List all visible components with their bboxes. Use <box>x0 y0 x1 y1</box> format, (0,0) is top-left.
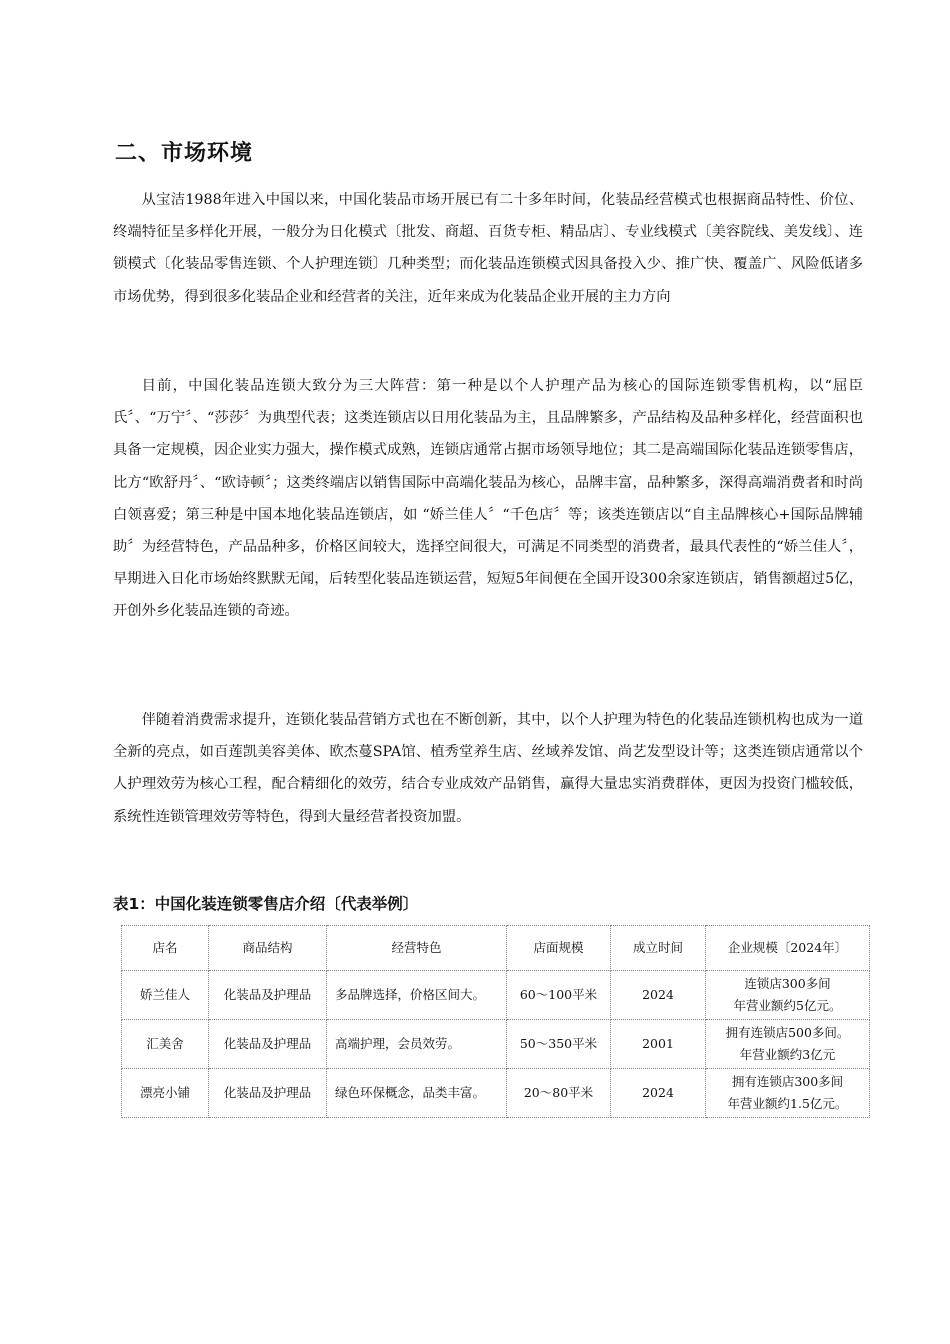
section-heading: 二、市场环境 <box>115 141 254 166</box>
table-caption: 表1：中国化装连锁零售店介绍〔代表举例〕 <box>113 895 419 913</box>
scale-line: 年营业额约5亿元。 <box>733 998 842 1013</box>
cell-store-name: 汇美舍 <box>122 1020 209 1069</box>
cell-store-size: 50～350平米 <box>507 1020 611 1069</box>
cell-product-structure: 化装品及护理品 <box>209 971 327 1020</box>
cell-store-size: 20～80平米 <box>507 1069 611 1118</box>
cell-store-name: 漂亮小铺 <box>122 1069 209 1118</box>
cell-feature: 高端护理，会员效劳。 <box>327 1020 507 1069</box>
table-row <box>122 1069 870 1118</box>
paragraph-history: 从宝洁1988年进入中国以来，中国化装品市场开展已有二十多年时间，化装品经营模式也根据商品特性、价位、终端特征呈多样化开展，一般分为日化模式〔批发、商超、百货专柜、精品店〕、专业线模式〔美容院线、美发线〕、连锁模式〔化装品零售连锁、个人护理连锁〕几种类型；而化装品连锁模式因具备投入少、推广快、覆盖广、风险低诸多市场优势，得到很多化装品企业和经营者的关注，近年来成为化装品企业开展的主力方向 <box>113 192 863 305</box>
scale-line: 连锁店300多间 <box>744 976 831 991</box>
table-header-row <box>122 926 870 971</box>
scale-line: 拥有连锁店300多间 <box>731 1074 844 1089</box>
paragraph-camps: 目前，中国化装品连锁大致分为三大阵营：第一种是以个人护理产品为核心的国际连锁零售机构，以“屈臣氏〞、“万宁〞、“莎莎〞为典型代表；这类连锁店以日用化装品为主，且品牌繁多，产品结构及品种多样化，经营面积也具备一定规模，因企业实力强大，操作模式成熟，连锁店通常占据市场领导地位；其二是高端国际化装品连锁零售店，比方“欧舒丹〞、“欧诗顿〞；这类终端店以销售国际中高端化装品为核心，品牌丰富，品种繁多，深得高端消费者和时尚白领喜爱；第三种是中国本地化装品连锁店，如 “娇兰佳人〞“千色店〞等；该类连锁店以“自主品牌核心+国际品牌辅助〞为经营特色，产品品种多，价格区间较大，选择空间很大，可满足不同类型的消费者，最具代表性的“娇兰佳人〞，早期进入日化市场始终默默无闻，后转型化装品连锁运营，短短5年间便在全国开设300余家连锁店，销售额超过5亿，开创外乡化装品连锁的奇迹。 <box>113 378 863 620</box>
header-cell: 店面规模 <box>507 926 611 971</box>
cell-store-size: 60～100平米 <box>507 971 611 1020</box>
table-row <box>122 1020 870 1069</box>
header-cell: 经营特色 <box>327 926 507 971</box>
cell-founded: 2024 <box>611 1069 706 1118</box>
header-cell: 成立时间 <box>611 926 706 971</box>
header-cell: 店名 <box>122 926 209 971</box>
scale-line: 年营业额约3亿元 <box>739 1047 836 1062</box>
store-table <box>121 925 870 1118</box>
cell-feature: 多品牌选择，价格区间大。 <box>327 971 507 1020</box>
table-row <box>122 971 870 1020</box>
cell-store-name: 娇兰佳人 <box>122 971 209 1020</box>
cell-product-structure: 化装品及护理品 <box>209 1069 327 1118</box>
cell-scale <box>706 971 870 1020</box>
scale-line: 年营业额约1.5亿元。 <box>727 1096 848 1111</box>
scale-line: 拥有连锁店500多间。 <box>725 1025 850 1040</box>
cell-scale <box>706 1020 870 1069</box>
header-cell: 企业规模〔2024年〕 <box>706 926 870 971</box>
cell-founded: 2024 <box>611 971 706 1020</box>
cell-product-structure: 化装品及护理品 <box>209 1020 327 1069</box>
header-cell: 商品结构 <box>209 926 327 971</box>
paragraph-personal-care: 伴随着消费需求提升，连锁化装品营销方式也在不断创新，其中，以个人护理为特色的化装品连锁机构也成为一道全新的亮点，如百莲凯美容美体、欧杰蔓SPA馆、植秀堂养生店、丝域养发馆、尚艺发型设计等；这类连锁店通常以个人护理效劳为核心工程，配合精细化的效劳，结合专业成效产品销售，赢得大量忠实消费群体，更因为投资门槛较低，系统性连锁管理效劳等特色，得到大量经营者投资加盟。 <box>113 712 863 825</box>
cell-scale <box>706 1069 870 1118</box>
cell-founded: 2001 <box>611 1020 706 1069</box>
cell-feature: 绿色环保概念，品类丰富。 <box>327 1069 507 1118</box>
